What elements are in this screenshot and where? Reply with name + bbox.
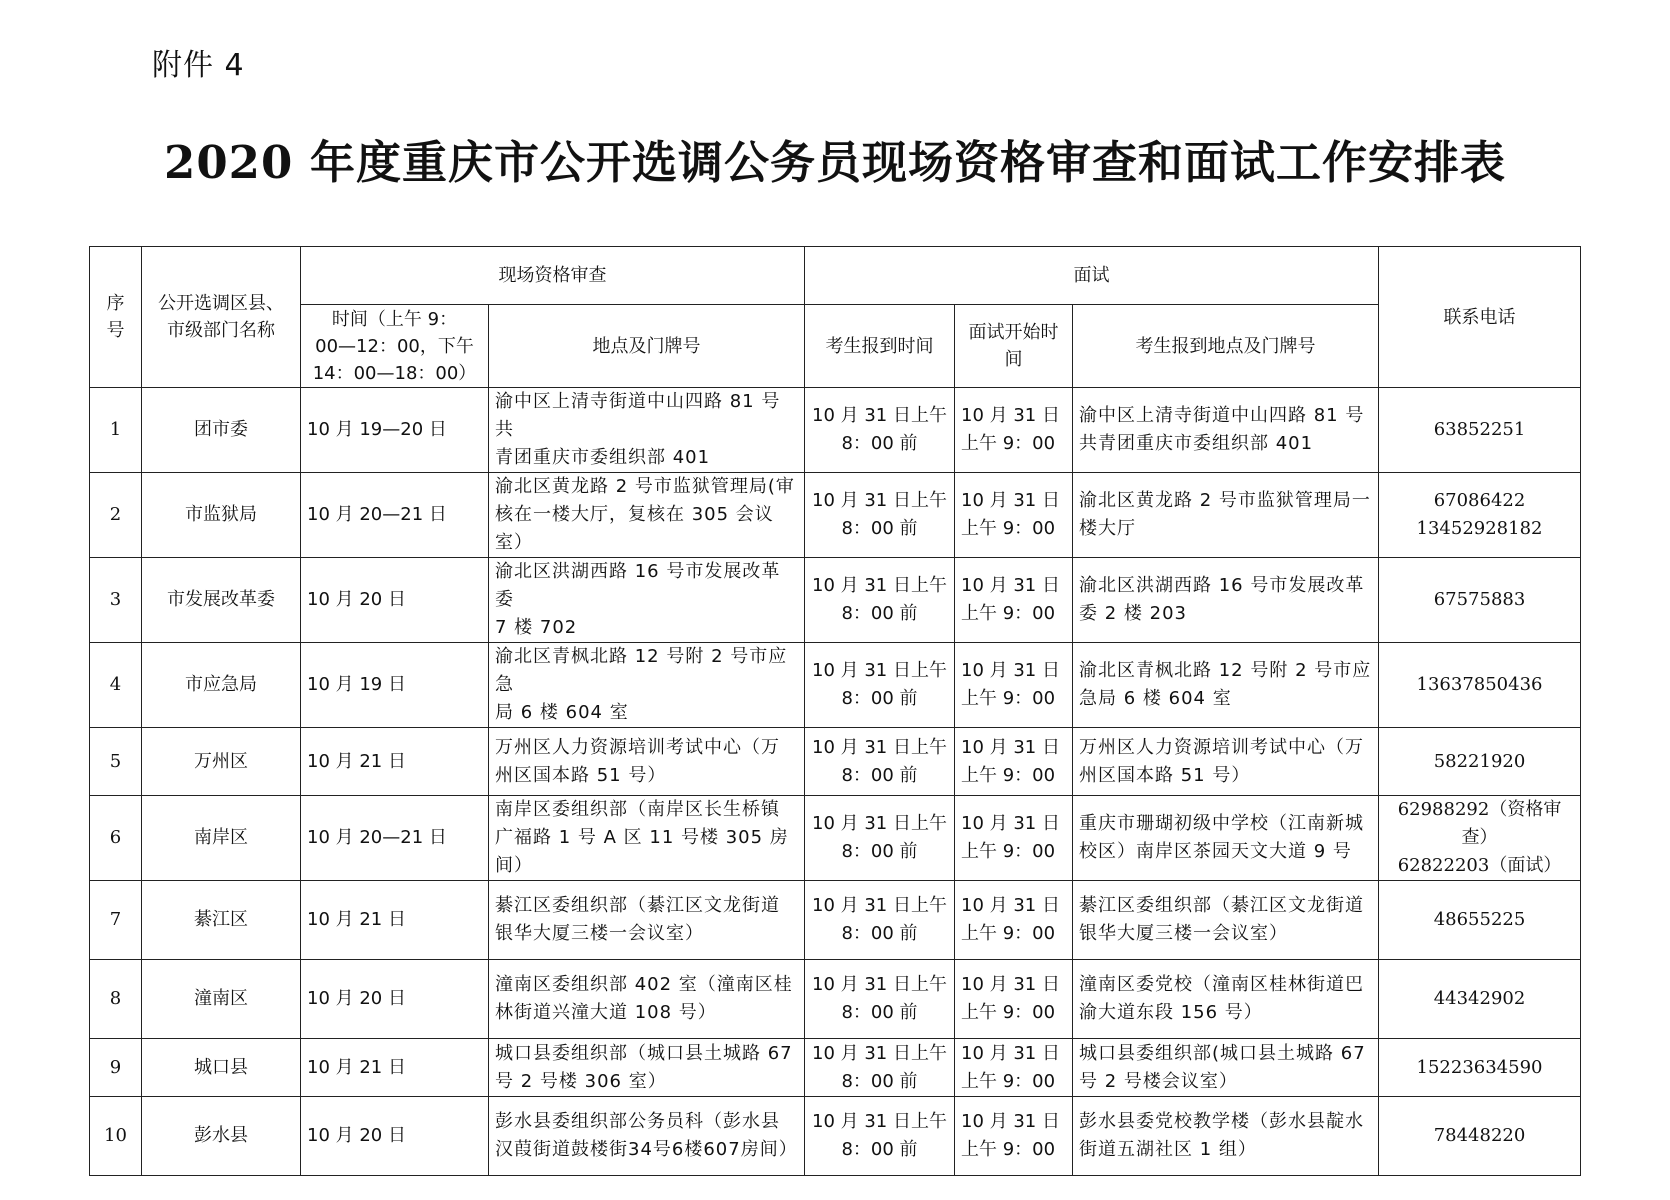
row-phone: 62988292（资格审查） 62822203（面试）	[1379, 796, 1581, 881]
row-interview-start: 10 月 31 日 上午 9：00	[955, 558, 1073, 643]
row-interview-start: 10 月 31 日 上午 9：00	[955, 1097, 1073, 1176]
row-checkin-time: 10 月 31 日上午 8：00 前	[805, 960, 955, 1039]
table-row	[90, 388, 1581, 473]
header-checkin-place: 考生报到地点及门牌号	[1073, 305, 1379, 388]
row-seq: 7	[90, 881, 142, 960]
row-checkin-place: 渝北区青枫北路 12 号附 2 号市应 急局 6 楼 604 室	[1073, 643, 1379, 728]
row-checkin-place: 城口县委组织部(城口县土城路 67 号 2 号楼会议室）	[1073, 1039, 1379, 1097]
row-unit: 市应急局	[142, 643, 301, 728]
row-seq: 4	[90, 643, 142, 728]
row-interview-start: 10 月 31 日 上午 9：00	[955, 881, 1073, 960]
row-review-time: 10 月 19 日	[301, 643, 489, 728]
row-checkin-time: 10 月 31 日上午 8：00 前	[805, 796, 955, 881]
table-body	[90, 388, 1581, 1176]
row-unit: 綦江区	[142, 881, 301, 960]
row-checkin-place: 重庆市珊瑚初级中学校（江南新城 校区）南岸区茶园天文大道 9 号	[1073, 796, 1379, 881]
attachment-label: 附件 4	[152, 48, 245, 83]
table-row	[90, 881, 1581, 960]
table-row	[90, 643, 1581, 728]
row-checkin-place: 潼南区委党校（潼南区桂林街道巴 渝大道东段 156 号）	[1073, 960, 1379, 1039]
row-phone: 58221920	[1379, 728, 1581, 796]
row-phone: 67086422 13452928182	[1379, 473, 1581, 558]
table-row	[90, 728, 1581, 796]
row-interview-start: 10 月 31 日 上午 9：00	[955, 643, 1073, 728]
header-seq: 序 号	[90, 247, 142, 388]
row-unit: 团市委	[142, 388, 301, 473]
row-phone: 13637850436	[1379, 643, 1581, 728]
table-row	[90, 1039, 1581, 1097]
row-unit: 潼南区	[142, 960, 301, 1039]
row-checkin-time: 10 月 31 日上午 8：00 前	[805, 728, 955, 796]
header-checkin-time: 考生报到时间	[805, 305, 955, 388]
row-seq: 3	[90, 558, 142, 643]
row-unit: 彭水县	[142, 1097, 301, 1176]
row-checkin-time: 10 月 31 日上午 8：00 前	[805, 881, 955, 960]
row-review-time: 10 月 21 日	[301, 728, 489, 796]
row-checkin-place: 渝北区洪湖西路 16 号市发展改革 委 2 楼 203	[1073, 558, 1379, 643]
row-review-place: 綦江区委组织部（綦江区文龙街道 银华大厦三楼一会议室）	[489, 881, 805, 960]
row-seq: 9	[90, 1039, 142, 1097]
row-review-time: 10 月 20—21 日	[301, 796, 489, 881]
row-unit: 市发展改革委	[142, 558, 301, 643]
row-review-place: 渝中区上清寺街道中山四路 81 号共 青团重庆市委组织部 401	[489, 388, 805, 473]
row-review-time: 10 月 20 日	[301, 960, 489, 1039]
row-review-time: 10 月 21 日	[301, 881, 489, 960]
table-header	[90, 247, 1581, 388]
row-phone: 44342902	[1379, 960, 1581, 1039]
row-seq: 1	[90, 388, 142, 473]
table-row	[90, 473, 1581, 558]
header-unit: 公开选调区县、 市级部门名称	[142, 247, 301, 388]
row-checkin-time: 10 月 31 日上午 8：00 前	[805, 643, 955, 728]
row-checkin-time: 10 月 31 日上午 8：00 前	[805, 388, 955, 473]
row-seq: 6	[90, 796, 142, 881]
header-interview-group: 面试	[805, 247, 1379, 305]
row-unit: 南岸区	[142, 796, 301, 881]
row-phone: 63852251	[1379, 388, 1581, 473]
row-phone: 67575883	[1379, 558, 1581, 643]
row-phone: 15223634590	[1379, 1039, 1581, 1097]
row-checkin-time: 10 月 31 日上午 8：00 前	[805, 1039, 955, 1097]
row-interview-start: 10 月 31 日 上午 9：00	[955, 728, 1073, 796]
row-checkin-time: 10 月 31 日上午 8：00 前	[805, 558, 955, 643]
row-unit: 市监狱局	[142, 473, 301, 558]
row-seq: 2	[90, 473, 142, 558]
row-phone: 48655225	[1379, 881, 1581, 960]
row-review-place: 渝北区洪湖西路 16 号市发展改革委 7 楼 702	[489, 558, 805, 643]
row-review-place: 城口县委组织部（城口县土城路 67 号 2 号楼 306 室）	[489, 1039, 805, 1097]
row-review-time: 10 月 19—20 日	[301, 388, 489, 473]
row-review-place: 渝北区黄龙路 2 号市监狱管理局(审 核在一楼大厅，复核在 305 会议室）	[489, 473, 805, 558]
row-interview-start: 10 月 31 日 上午 9：00	[955, 960, 1073, 1039]
row-seq: 5	[90, 728, 142, 796]
row-review-place: 渝北区青枫北路 12 号附 2 号市应急 局 6 楼 604 室	[489, 643, 805, 728]
row-checkin-place: 渝中区上清寺街道中山四路 81 号 共青团重庆市委组织部 401	[1073, 388, 1379, 473]
header-review-group: 现场资格审查	[301, 247, 805, 305]
header-phone: 联系电话	[1379, 247, 1581, 388]
row-checkin-time: 10 月 31 日上午 8：00 前	[805, 1097, 955, 1176]
row-unit: 城口县	[142, 1039, 301, 1097]
schedule-table	[89, 246, 1581, 1176]
table-row	[90, 558, 1581, 643]
row-review-time: 10 月 20—21 日	[301, 473, 489, 558]
header-review-place: 地点及门牌号	[489, 305, 805, 388]
header-review-time: 时间（上午 9： 00—12：00，下午 14：00—18：00）	[301, 305, 489, 388]
header-interview-start: 面试开始时 间	[955, 305, 1073, 388]
row-interview-start: 10 月 31 日 上午 9：00	[955, 473, 1073, 558]
row-review-place: 潼南区委组织部 402 室（潼南区桂 林街道兴潼大道 108 号）	[489, 960, 805, 1039]
row-review-time: 10 月 21 日	[301, 1039, 489, 1097]
table-row	[90, 960, 1581, 1039]
row-seq: 10	[90, 1097, 142, 1176]
row-checkin-place: 渝北区黄龙路 2 号市监狱管理局一 楼大厅	[1073, 473, 1379, 558]
row-checkin-time: 10 月 31 日上午 8：00 前	[805, 473, 955, 558]
page-title: 2020 年度重庆市公开选调公务员现场资格审查和面试工作安排表	[164, 136, 1506, 189]
row-seq: 8	[90, 960, 142, 1039]
row-interview-start: 10 月 31 日 上午 9：00	[955, 388, 1073, 473]
row-checkin-place: 綦江区委组织部（綦江区文龙街道 银华大厦三楼一会议室）	[1073, 881, 1379, 960]
row-interview-start: 10 月 31 日 上午 9：00	[955, 1039, 1073, 1097]
table-row	[90, 1097, 1581, 1176]
row-interview-start: 10 月 31 日 上午 9：00	[955, 796, 1073, 881]
table-row	[90, 796, 1581, 881]
row-review-place: 彭水县委组织部公务员科（彭水县 汉葭街道鼓楼街34号6楼607房间）	[489, 1097, 805, 1176]
row-unit: 万州区	[142, 728, 301, 796]
row-review-place: 南岸区委组织部（南岸区长生桥镇 广福路 1 号 A 区 11 号楼 305 房间）	[489, 796, 805, 881]
row-checkin-place: 彭水县委党校教学楼（彭水县靛水 街道五湖社区 1 组）	[1073, 1097, 1379, 1176]
row-review-place: 万州区人力资源培训考试中心（万 州区国本路 51 号）	[489, 728, 805, 796]
row-review-time: 10 月 20 日	[301, 558, 489, 643]
row-phone: 78448220	[1379, 1097, 1581, 1176]
row-review-time: 10 月 20 日	[301, 1097, 489, 1176]
row-checkin-place: 万州区人力资源培训考试中心（万 州区国本路 51 号）	[1073, 728, 1379, 796]
